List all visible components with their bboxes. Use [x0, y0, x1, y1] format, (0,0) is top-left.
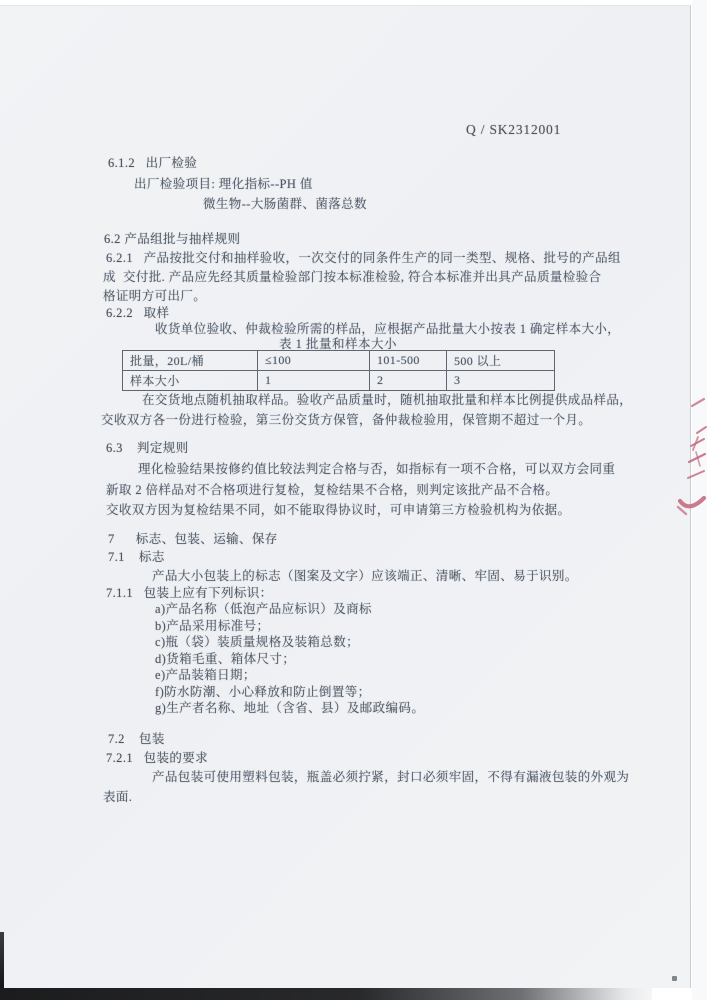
sample-size-table [122, 350, 555, 391]
factory-test-items-line: 出厂检验项目: 理化指标--PH 值 [134, 177, 313, 191]
para-6-2-2: 收货单位验收、仲裁检验所需的样品，应根据产品批量大小按表 1 确定样本大小， [155, 322, 621, 336]
scan-shadow-bottom [0, 988, 652, 1000]
heading-6-2-2: 6.2.2 取样 [106, 306, 170, 320]
heading-6-3: 6.3 判定规则 [106, 441, 189, 455]
heading-7-1-1: 7.1.1 包装上应有下列标识： [106, 586, 273, 600]
table-row [123, 351, 555, 371]
table-cell: 1 [258, 371, 370, 391]
table-row [123, 371, 555, 391]
doc-standard-code: Q / SK2312001 [466, 122, 562, 137]
list-item-e: e)产品装箱日期； [155, 668, 256, 682]
para-6-3-line-3: 交收双方因为复检结果不同，如不能取得协议时，可申请第三方检验机构为依据。 [106, 503, 571, 517]
table-cell: 500 以上 [447, 351, 555, 371]
heading-7: 7 标志、包装、运输、保存 [108, 532, 278, 546]
list-item-a: a)产品名称（低泡产品应标识）及商标 [155, 602, 372, 616]
para-6-2-1-line-1: 6.2.1 产品按批交付和抽样验收，一次交付的同条件生产的同一类型、规格、批号的产品组 [106, 251, 621, 265]
table-cell: 样本大小 [123, 371, 258, 391]
para-7-2-1-line-2: 表面. [103, 790, 133, 804]
para-6-3-line-1: 理化检验结果按修约值比较法判定合格与否，如指标有一项不合格，可以双方会同重 [138, 462, 616, 476]
factory-test-items-line-2: 微生物--大肠菌群、菌落总数 [203, 197, 367, 211]
table-cell: 2 [370, 371, 447, 391]
heading-6-2: 6.2 产品组批与抽样规则 [104, 232, 241, 246]
para-6-2-1-line-2: 成 交付批. 产品应先经其质量检验部门按本标准检验, 符合本标准并出具产品质量检验合 [103, 270, 602, 284]
table-1-title: 表 1 批量和样本大小 [278, 337, 397, 351]
para-7-2-1-line-1: 产品包装可使用塑料包装，瓶盖必须拧紧，封口必须牢固，不得有漏液包装的外观为 [152, 770, 630, 784]
para-below-table-line-1: 在交货地点随机抽取样品。验收产品质量时，随机抽取批量和样本比例提供成品样品， [142, 393, 633, 407]
scan-speck [672, 976, 677, 981]
table-cell: 批量，20L/桶 [123, 351, 258, 371]
para-6-2-1-line-3: 格证明方可出厂。 [103, 289, 207, 303]
list-item-g: g)生产者名称、地址（含省、县）及邮政编码。 [155, 701, 425, 715]
list-item-f: f)防水防潮、小心释放和防止倒置等； [155, 685, 371, 699]
para-6-3-line-2: 新取 2 倍样品对不合格项进行复检，复检结果不合格，则判定该批产品不合格。 [106, 483, 559, 497]
table-cell: 3 [447, 371, 555, 391]
list-item-c: c)瓶（袋）装质量规格及装箱总数； [155, 635, 360, 649]
para-7-1: 产品大小包装上的标志（图案及文字）应该端正、清晰、牢固、易于识别。 [152, 569, 578, 583]
table-cell: 101-500 [370, 351, 447, 371]
red-ink-annotation [676, 393, 707, 535]
list-item-d: d)货箱毛重、箱体尺寸； [155, 652, 296, 666]
heading-6-1-2: 6.1.2 出厂检验 [108, 156, 198, 170]
list-item-b: b)产品采用标准号； [155, 619, 270, 633]
table-cell: ≤100 [258, 351, 370, 371]
heading-7-1: 7.1 标志 [108, 550, 165, 564]
scan-shadow-left [0, 932, 4, 990]
heading-7-2: 7.2 包装 [108, 732, 165, 746]
heading-7-2-1: 7.2.1 包装的要求 [106, 751, 209, 765]
para-below-table-line-2: 交收双方各一份进行检验，第三份交货方保管，备仲裁检验用，保管期不超过一个月。 [101, 413, 592, 427]
